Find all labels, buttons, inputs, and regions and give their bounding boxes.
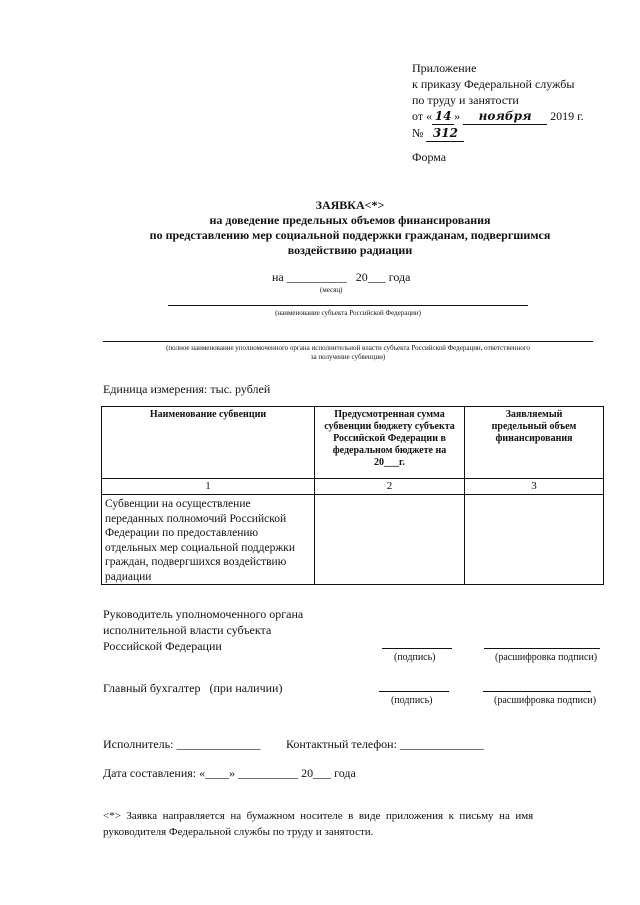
head-line-1: Руководитель уполномоченного органа	[103, 607, 304, 621]
planned-sum-cell	[315, 495, 465, 585]
accountant-decoding-line	[483, 691, 591, 692]
footnote	[103, 808, 597, 840]
header-planned-sum: Предусмотренная сумма субвенции бюджету субъекта Российской Федерации в федеральном бюджете на 20___г.	[315, 407, 465, 479]
head-decoding-caption: (расшифровка подписи)	[495, 652, 598, 663]
header-requested-volume: Заявляемый предельный объем финансирования	[465, 407, 604, 479]
month-caption: (месяц)	[320, 286, 343, 294]
period-line: на __________ 20___ года	[272, 270, 411, 284]
subject-line	[168, 305, 528, 306]
appendix-line-3: по труду и занятости	[412, 93, 519, 107]
column-number: 3	[465, 479, 604, 495]
title-line-3: по представлению мер социальной поддержки гражданам, подвергшимся	[149, 228, 551, 242]
handwritten-day: 14	[432, 108, 454, 125]
appendix-line-2: к приказу Федеральной службы	[412, 77, 575, 91]
subject-caption: (наименование субъекта Российской Федерации)	[275, 309, 421, 317]
appendix-block	[412, 60, 612, 142]
head-line-2: исполнительной власти субъекта	[103, 623, 272, 637]
document-title	[100, 198, 600, 258]
title-line-4: воздействию радиации	[287, 243, 413, 257]
title-line-2: на доведение предельных объемов финансирования	[209, 213, 491, 227]
title-line-1: ЗАЯВКА<*>	[315, 198, 385, 212]
date-compiled: Дата составления: «____» __________ 20___ года	[103, 766, 356, 780]
header-subvention-name: Наименование субвенции	[102, 407, 315, 479]
head-decoding-line	[484, 648, 600, 649]
subvention-name-cell: Субвенции на осуществление переданных полномочий Российской Федерации по предоставлению отдельных мер социальной поддержки граждан, подвергшихся воздействию радиации	[102, 495, 315, 585]
handwritten-number: 312	[426, 125, 464, 142]
head-line-3: Российской Федерации	[103, 639, 222, 653]
accountant-label: Главный бухгалтер (при наличии)	[103, 681, 283, 695]
organ-line	[103, 341, 593, 342]
phone-label: Контактный телефон: ______________	[286, 737, 484, 751]
table-number-row	[102, 479, 604, 495]
column-number: 1	[102, 479, 315, 495]
executor-label: Исполнитель: ______________	[103, 737, 261, 751]
footnote-line-2: руководителя Федеральной службы по труду и занятости.	[103, 826, 374, 838]
accountant-signature-caption: (подпись)	[391, 695, 433, 706]
appendix-date: от « 14 » ноября 2019 г.	[412, 109, 584, 123]
units-label: Единица измерения: тыс. рублей	[103, 382, 271, 396]
requested-volume-cell	[465, 495, 604, 585]
form-label: Форма	[412, 150, 447, 164]
head-signature-caption: (подпись)	[394, 652, 436, 663]
table-row	[102, 495, 604, 585]
accountant-decoding-caption: (расшифровка подписи)	[494, 695, 597, 706]
subvention-table	[101, 406, 604, 585]
accountant-signature-line	[379, 691, 449, 692]
head-signatory	[103, 606, 303, 654]
appendix-line-1: Приложение	[412, 61, 477, 75]
column-number: 2	[315, 479, 465, 495]
footnote-line-1: <*> Заявка направляется на бумажном носителе в виде приложения к письму на имя	[103, 810, 534, 822]
organ-caption-line-2: за получение субвенции)	[310, 353, 386, 361]
head-signature-line	[382, 648, 452, 649]
organ-caption	[103, 344, 593, 362]
organ-caption-line-1: (полное наименование уполномоченного органа исполнительной власти субъекта Российской Федерации, ответственного	[166, 344, 530, 352]
table-header-row	[102, 407, 604, 479]
appendix-number: № 312	[412, 125, 612, 142]
handwritten-month: ноября	[463, 108, 547, 125]
